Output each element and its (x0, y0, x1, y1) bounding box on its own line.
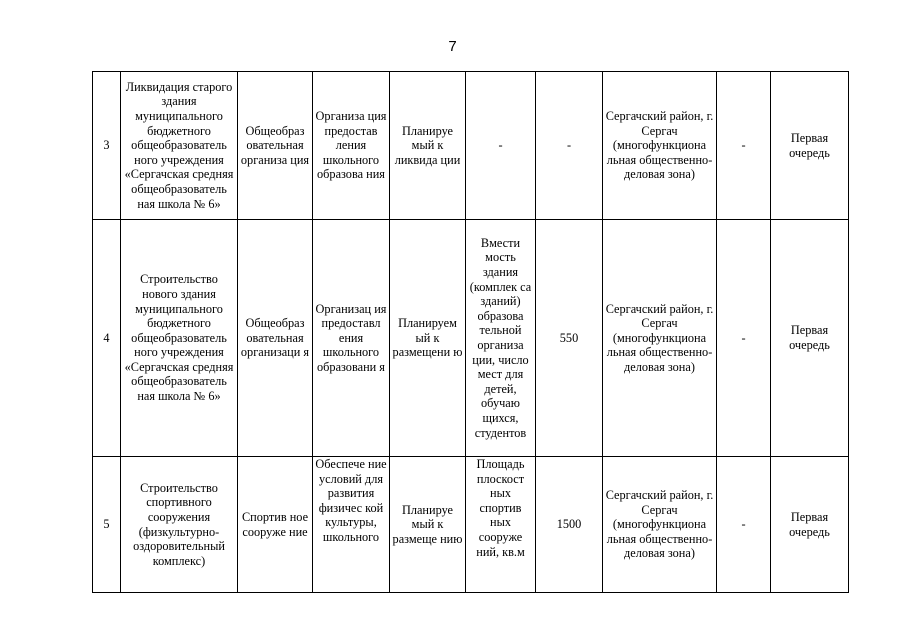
characteristic-value-cell: - (536, 72, 603, 220)
table-row (93, 220, 849, 457)
object-type-cell: Общеобраз овательная организа ция (238, 72, 313, 220)
characteristic-name-cell: Площадь плоскост ных спортив ных сооруже ний, кв.м (466, 457, 536, 593)
location-cell: Сергачский район, г. Сергач (многофункциона льная общественно- деловая зона) (603, 72, 717, 220)
row-number-cell: 4 (93, 220, 121, 457)
implementation-stage-cell: Первая очередь (771, 220, 849, 457)
object-purpose-cell: Организац ия предоставл ения школьного образовани я (313, 220, 390, 457)
object-purpose-cell: Организа ция предостав ления школьного образова ния (313, 72, 390, 220)
object-name-cell: Ликвидация старого здания муниципального бюджетного общеобразователь ного учреждения «Сергачская средняя общеобразователь ная школа № 6» (121, 72, 238, 220)
object-name-cell: Строительство нового здания муниципального бюджетного общеобразователь ного учреждения «Сергачская средняя общеобразователь ная школа № 6» (121, 220, 238, 457)
location-cell: Сергачский район, г. Сергач (многофункциона льная общественно- деловая зона) (603, 457, 717, 593)
object-purpose-text: Обеспече ние условий для развития физичес кой культуры, школьного (315, 457, 387, 544)
zone-cell: - (717, 72, 771, 220)
zone-cell: - (717, 457, 771, 593)
characteristic-value-cell: 1500 (536, 457, 603, 593)
characteristic-name-cell: - (466, 72, 536, 220)
object-name-cell: Строительство спортивного сооружения (физкультурно- оздоровительный комплекс) (121, 457, 238, 593)
object-status-cell: Планируем ый к размещени ю (390, 220, 466, 457)
location-cell: Сергачский район, г. Сергач (многофункциона льная общественно- деловая зона) (603, 220, 717, 457)
characteristic-name-cell: Вмести мость здания (комплек са зданий) образова тельной организа ции, число мест для детей, обучаю щихся, студентов (466, 220, 536, 457)
zone-cell: - (717, 220, 771, 457)
row-number-cell: 5 (93, 457, 121, 593)
implementation-stage-cell: Первая очередь (771, 457, 849, 593)
row-number-cell: 3 (93, 72, 121, 220)
object-type-cell: Спортив ное сооруже ние (238, 457, 313, 593)
implementation-stage-cell: Первая очередь (771, 72, 849, 220)
table-row (93, 457, 849, 593)
page-number: 7 (448, 38, 457, 55)
object-status-cell: Планируе мый к размеще нию (390, 457, 466, 593)
table-row (93, 72, 849, 220)
object-type-cell: Общеобраз овательная организаци я (238, 220, 313, 457)
territorial-planning-table (92, 71, 849, 593)
characteristic-value-cell: 550 (536, 220, 603, 457)
object-purpose-cell (313, 457, 390, 593)
object-status-cell: Планируе мый к ликвида ции (390, 72, 466, 220)
